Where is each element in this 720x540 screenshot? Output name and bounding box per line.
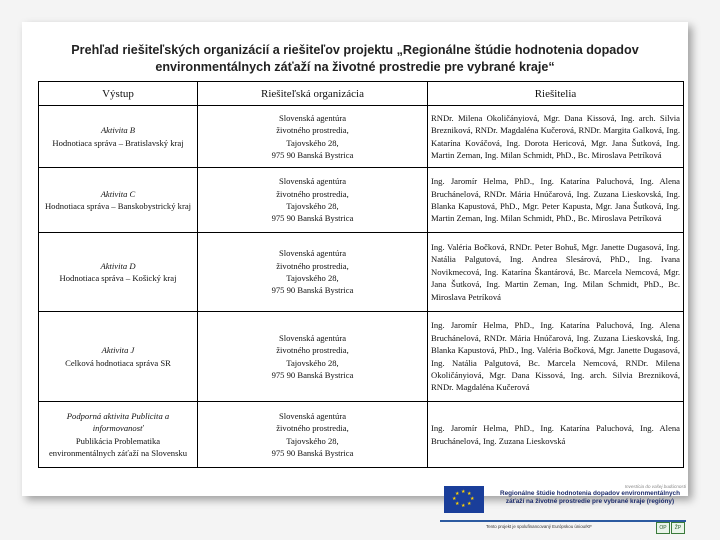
output-cell [39,402,198,468]
output-description: Publikácia Problematika environmentálnych záťaží na Slovensku [48,435,188,458]
output-cell [39,312,198,402]
header-researchers: Riešitelia [428,82,684,106]
org-line: životného prostredia, [276,423,349,434]
org-line: Tajovského 28, [286,357,339,368]
table-row [39,402,684,468]
slide-title: Prehľad riešiteľských organizácií a riešiteľov projektu „Regionálne štúdie hodnotenia dopadov environmentálnych záťaží na životné prostredie pre vybrané kraje“ [71,43,639,74]
output-title: Aktivita C [100,188,136,199]
org-line: 975 90 Banská Bystrica [271,447,354,458]
org-line: Slovenská agentúra [278,112,347,123]
table-row [39,106,684,168]
footer-cofinance-note: Tento projekt je spolufinancovaný Európskou úniou/KF [486,524,592,529]
org-line: životného prostredia, [276,188,349,199]
output-description: Hodnotiaca správa – Bratislavský kraj [52,137,184,148]
project-footer [440,484,686,534]
org-line: Slovenská agentúra [278,176,347,187]
header-organization: Riešiteľská organizácia [198,82,428,106]
zp-logo-icon: ŽP [671,522,685,534]
org-line: Tajovského 28, [286,137,339,148]
org-line: 975 90 Banská Bystrica [271,213,354,224]
researchers-cell: RNDr. Milena Okoličányiová, Mgr. Dana Kissová, Ing. arch. Silvia Brezniková, RNDr. Magdaléna Kučerová, RNDr. Margita Galková, Ing. Katarína Kováčová, Ing. Dorota Hericová, Mgr. Jana Šutková, Ing. Martin Zeman, Ing. Milan Schmidt, PhD., Bc. Miroslava Petríková [428,106,684,168]
output-cell [39,233,198,312]
researchers-cell: Ing. Jaromír Helma, PhD., Ing. Katarína Paluchová, Ing. Alena Bruchánelová, Ing. Zuzana Lieskovská [428,402,684,468]
org-line: Tajovského 28, [286,273,339,283]
org-line: 975 90 Banská Bystrica [271,369,354,380]
organization-cell [198,233,428,312]
org-line: Tajovského 28, [286,201,339,211]
org-line: životného prostredia, [276,125,349,136]
output-cell [39,168,198,233]
org-line: Slovenská agentúra [278,332,347,343]
org-line: Slovenská agentúra [278,248,347,259]
output-cell [39,106,198,168]
org-line: Slovenská agentúra [278,410,347,421]
organization-cell [198,402,428,468]
output-title: Aktivita D [100,260,136,271]
output-title: Aktivita J [101,345,135,356]
output-description: Hodnotiaca správa – Košický kraj [59,273,177,283]
researchers-cell: Ing. Jaromír Helma, PhD., Ing. Katarína Paluchová, Ing. Alena Bruchánelová, RNDr. Mária Hnúčarová, Ing. Zuzana Lieskovská, Ing. Blanka Kapustová, PhD., Mgr. Peter Kapusta, Mgr. Jana Šutková, Ing. Martin Zeman, Ing. Milan Schmidt, PhD., Bc. Miroslava Petríková [428,168,684,233]
organization-cell [198,312,428,402]
table-row [39,168,684,233]
org-line: 975 90 Banská Bystrica [271,285,354,296]
researchers-cell: Ing. Valéria Bočková, RNDr. Peter Bohuš, Mgr. Janette Dugasová, Ing. Natália Palgutová, Ing. Andrea Slesárová, PhD., Ing. Ivana Novikmecová, Ing. Katarína Škantárová, Bc. Marcela Nemcová, Mgr. Jana Šutková, Ing. Martin Zeman, Ing. Milan Schmidt, PhD., Bc. Miroslava Petríková [428,233,684,312]
org-line: 975 90 Banská Bystrica [271,149,354,160]
table-row [39,233,684,312]
output-description: Hodnotiaca správa – Banskobystrický kraj [44,201,192,211]
op-logo-icon: OP [656,522,670,534]
organization-cell [198,106,428,168]
footer-tagline: Investícia do vašej budúcnosti [624,484,686,489]
header-output: Výstup [39,82,198,106]
table-header-row [39,82,684,106]
footer-project-title: Regionálne štúdie hodnotenia dopadov environmentálnych záťaží na životné prostredie pre vybrané kraje (regióny) [499,490,681,505]
output-description: Celková hodnotiaca správa SR [65,357,171,368]
footer-divider [440,520,686,522]
org-line: životného prostredia, [276,345,349,356]
organizations-table [38,81,684,468]
org-line: Tajovského 28, [286,435,339,446]
eu-flag-icon: ★ ★ ★ ★ ★ ★ ★ ★ [444,486,484,513]
researchers-cell: Ing. Jaromír Helma, PhD., Ing. Katarína Paluchová, Ing. Alena Bruchánelová, RNDr. Mária Hnúčarová, Ing. Zuzana Lieskovská, Ing. Blanka Kapustová, PhD., Ing. Valéria Bočková, Mgr. Janette Dugasová, Ing. Natália Palgutová, Bc. Marcela Nemcová, RNDr. Milena Okoličányiová, Mgr. Dana Kissová, Ing. arch. Silvia Brezniková, RNDr. Magdaléna Kučerová [428,312,684,402]
org-line: životného prostredia, [276,260,349,271]
table-row [39,312,684,402]
organization-cell [198,168,428,233]
output-title: Aktivita B [100,125,136,136]
output-title: Podporná aktivita Publicita a informovanosť [66,410,170,434]
